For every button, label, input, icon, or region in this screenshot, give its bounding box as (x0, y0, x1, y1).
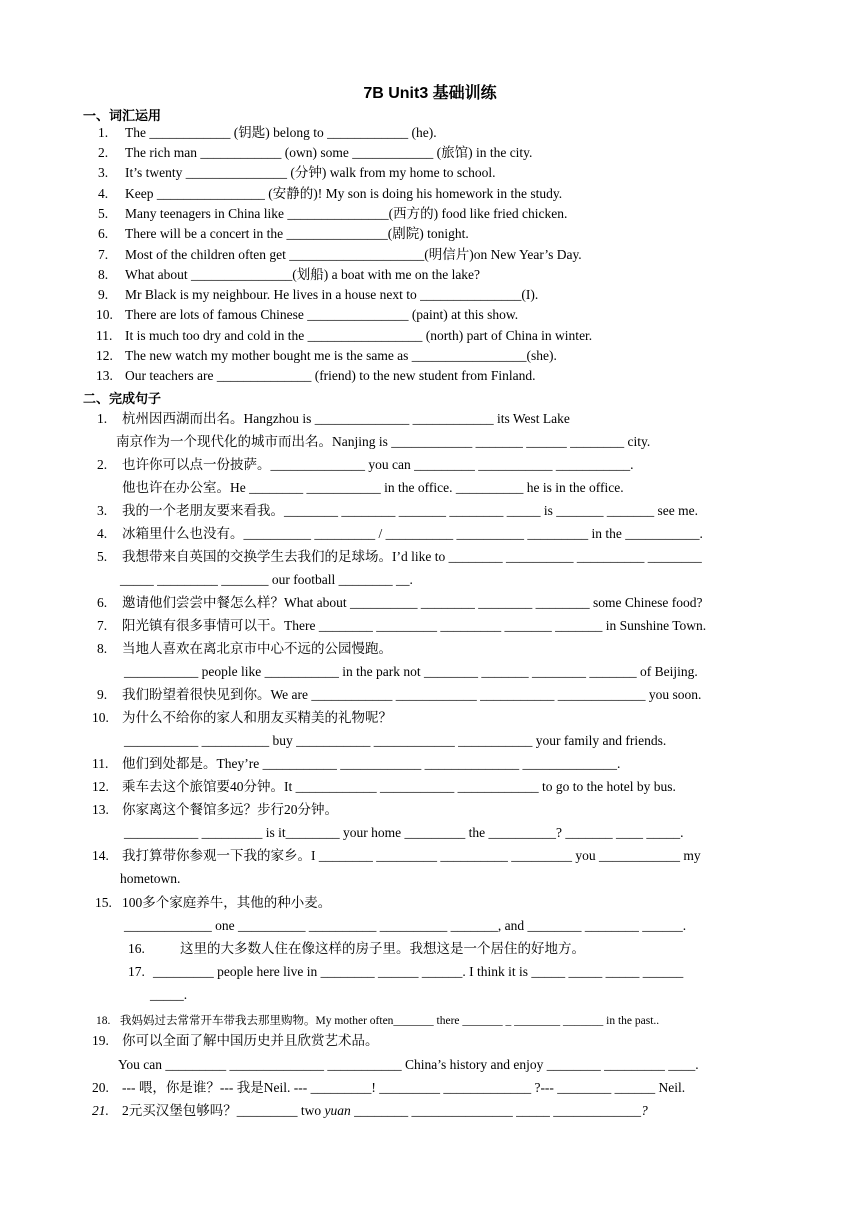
vocab-item-text: Most of the children often get ____________________(明信片)on New Year’s Day. (125, 247, 582, 262)
sentence-item-number: 8. (97, 641, 108, 656)
sentence-item-number: 13. (92, 802, 109, 817)
sentence-item-text: 你可以全面了解中国历史并且欣赏艺术品。 (122, 1033, 379, 1048)
sentence-item-text: 邀请他们尝尝中餐怎么样？What about __________ ________ ________ ________ some Chinese food? (122, 595, 703, 610)
vocab-item-text: The rich man ____________ (own) some ____________ (旅馆) in the city. (125, 145, 533, 160)
sentence-item-text: You can _________ ______________ ___________ China’s history and enjoy ________ _________ ____. (118, 1057, 699, 1072)
section-heading-sentences: 二、完成句子 (83, 392, 162, 407)
sentence-item-text: --- 喂，你是谁？--- 我是Neil. --- _________! _________ _____________ ?--- ________ ______ Neil. (122, 1080, 686, 1095)
vocab-item-text: There will be a concert in the _______________(剧院) tonight. (125, 226, 469, 241)
vocab-item-number: 6. (98, 226, 109, 241)
sentence-item-text: 我妈妈过去常常开车带我去那里购物。My mother often_______ there _______ _ ________ _______ in the past.. (120, 1015, 660, 1027)
sentence-item-number: 15. (95, 895, 112, 910)
sentence-item-number: 16. (128, 941, 145, 956)
vocab-item-number: 8. (98, 267, 109, 282)
sentence-item-number: 4. (97, 526, 108, 541)
sentence-item-number: 21. (92, 1103, 109, 1118)
sentence-item-text: 这里的大多数人住在像这样的房子里。我想这是一个居住的好地方。 (180, 941, 585, 956)
page-title: 7B Unit3 基础训练 (363, 85, 497, 102)
sentence-item-text: hometown. (120, 871, 181, 886)
vocab-item-number: 10. (96, 307, 113, 322)
vocab-item-number: 9. (98, 287, 109, 302)
vocab-item-text: Our teachers are ______________ (friend) to the new student from Finland. (125, 368, 536, 383)
sentence-item-number: 11. (92, 756, 109, 771)
sentence-item-number: 20. (92, 1080, 109, 1095)
vocab-item-number: 5. (98, 206, 109, 221)
vocab-item-number: 12. (96, 348, 113, 363)
sentence-item-text: _________ people here live in ________ ______ ______. I think it is _____ _____ _____ ______ (153, 964, 684, 979)
vocab-item-number: 4. (98, 186, 109, 201)
vocab-item-text: It is much too dry and cold in the _________________ (north) part of China in winter. (125, 328, 593, 343)
vocab-item-number: 1. (98, 125, 109, 140)
sentence-item-number: 7. (97, 618, 108, 633)
vocab-item-number: 11. (96, 328, 113, 343)
sentence-item-number: 19. (92, 1033, 109, 1048)
sentence-item-text: 我的一个老朋友要来看我。________ ________ _______ ________ _____ is _______ _______ see me. (122, 503, 698, 518)
sentence-item-text: 冰箱里什么也没有。__________ _________ / __________ __________ _________ in the ___________. (122, 526, 703, 541)
sentence-item-text: _____ _________ _______ our football ________ __. (120, 572, 413, 587)
sentence-item-number: 2. (97, 457, 108, 472)
sentence-item-text: 我想带来自英国的交换学生去我们的足球场。I’d like to ________ __________ __________ ________ (122, 549, 702, 564)
vocab-item-text: It’s twenty _______________ (分钟) walk from my home to school. (125, 165, 496, 180)
sentence-item-number: 10. (92, 710, 109, 725)
vocab-item-text: Many teenagers in China like _______________(西方的) food like fried chicken. (125, 206, 568, 221)
vocab-item-text: What about _______________(划船) a boat with me on the lake? (125, 267, 481, 282)
sentence-item-text: ___________ __________ buy ___________ ____________ ___________ your family and friends. (124, 733, 667, 748)
sentence-item-number: 3. (97, 503, 108, 518)
sentence-item-number: 17. (128, 964, 145, 979)
vocab-item-text: There are lots of famous Chinese _______________ (paint) at this show. (125, 307, 519, 322)
sentence-item-text: 他们到处都是。They’re ___________ ____________ ______________ ______________. (122, 756, 621, 771)
vocab-item-text: The ____________ (钥匙) belong to ____________ (he). (125, 125, 437, 140)
vocab-item-number: 2. (98, 145, 109, 160)
sentence-item-text: 2元买汉堡包够吗？_________ two yuan ________ _______________ _____ _____________? (122, 1103, 648, 1118)
sentence-item-text: 你家离这个餐馆多远？步行20分钟。 (122, 802, 338, 817)
sentence-item-text: ___________ _________ is it________ your home _________ the __________? _______ ____ _____. (124, 825, 684, 840)
vocab-item-number: 3. (98, 165, 109, 180)
vocab-item-text: Keep ________________ (安静的)! My son is doing his homework in the study. (125, 186, 563, 201)
section-heading-vocabulary: 一、词汇运用 (83, 109, 162, 124)
sentence-item-text: 为什么不给你的家人和朋友买精美的礼物呢？ (122, 710, 392, 725)
sentence-item-text: ___________ people like ___________ in the park not ________ _______ ________ _______ of Beijing. (124, 664, 698, 679)
vocab-item-text: The new watch my mother bought me is the same as _________________(she). (125, 348, 557, 363)
sentence-item-number: 9. (97, 687, 108, 702)
sentence-item-text: 也许你可以点一份披萨。______________ you can _________ ___________ ___________. (122, 457, 634, 472)
sentence-item-text: 杭州因西湖而出名。Hangzhou is ______________ ____________ its West Lake (122, 411, 570, 426)
sentence-item-text: 我打算带你参观一下我的家乡。I ________ _________ __________ _________ you ____________ my (122, 848, 701, 863)
sentence-item-text: _____. (150, 987, 188, 1002)
sentence-item-text: 我们盼望着很快见到你。We are ____________ ____________ ___________ _____________ you soon. (122, 687, 702, 702)
sentence-item-text: 他也许在办公室。He ________ ___________ in the office. __________ he is in the office. (122, 480, 624, 495)
sentence-item-number: 18. (96, 1015, 111, 1027)
vocab-item-number: 7. (98, 247, 109, 262)
sentence-item-text: 南京作为一个现代化的城市而出名。Nanjing is ____________ _______ ______ ________ city. (116, 434, 651, 449)
vocab-item-text: Mr Black is my neighbour. He lives in a house next to _______________(I). (125, 287, 539, 302)
sentence-item-text: 100多个家庭养牛，其他的种小麦。 (122, 895, 332, 910)
sentence-item-number: 5. (97, 549, 108, 564)
sentence-item-number: 14. (92, 848, 109, 863)
sentence-item-text: 乘车去这个旅馆要40分钟。It ____________ ___________ ____________ to go to the hotel by bus. (122, 779, 676, 794)
sentence-item-text: _____________ one __________ __________ __________ _______, and ________ ________ ______. (124, 918, 687, 933)
sentence-item-number: 1. (97, 411, 108, 426)
sentence-item-number: 6. (97, 595, 108, 610)
sentence-item-number: 12. (92, 779, 109, 794)
vocab-item-number: 13. (96, 368, 113, 383)
sentence-item-text: 阳光镇有很多事情可以干。There ________ _________ _________ _______ _______ in Sunshine Town. (122, 618, 707, 633)
sentence-item-text: 当地人喜欢在离北京市中心不远的公园慢跑。 (122, 641, 392, 656)
